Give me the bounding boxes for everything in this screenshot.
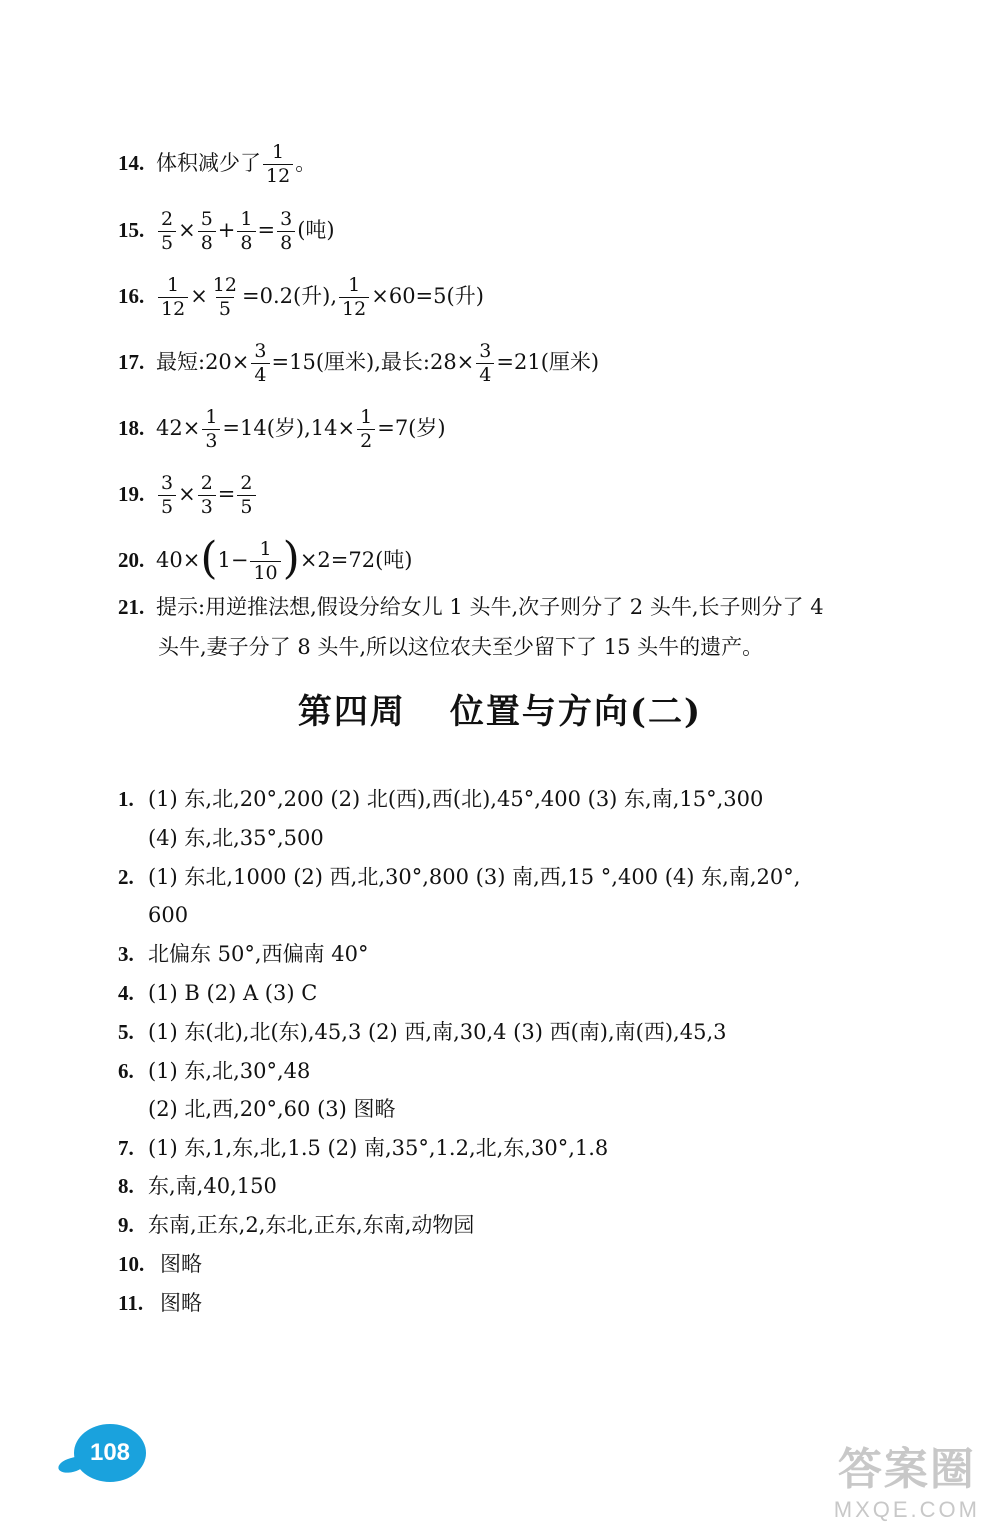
question-number: 14. [118, 151, 145, 175]
answer-20: 20. 40×(1− $\frac{1}{10}$ )×2=72(吨) [118, 533, 413, 584]
fraction: $\frac{12}{5}$ [212, 274, 237, 320]
fraction: $\frac{1}{2}$ [357, 408, 375, 451]
watermark-url: MXQE.COM [833, 1497, 980, 1522]
answer-1: 1. (1) 东,北,20°,200 (2) 北(西),西(北),45°,400 (3) 东,南,15°,300 [118, 787, 764, 811]
question-number: 21. [118, 595, 145, 619]
left-paren: ( [200, 533, 218, 584]
answer-17: 17. 最短:20× $\frac{3}{4}$ =15(厘米),最长:28× $\frac{3}{4}$ =21(厘米) [118, 340, 600, 386]
question-number: 8. [118, 1174, 134, 1198]
answer-18: 18. 42× $\frac{1}{3}$ =14(岁),14× $\frac{1}{2}$ =7(岁) [118, 406, 446, 452]
question-number: 15. [118, 218, 145, 242]
question-number: 16. [118, 284, 145, 308]
fraction: $\frac{3}{4}$ [476, 342, 494, 385]
question-number: 3. [118, 942, 134, 966]
answer-21: 21. 提示:用逆推法想,假设分给女儿 1 头牛,次子则分了 2 头牛,长子则分了 4 [118, 595, 824, 619]
question-number: 5. [118, 1020, 134, 1044]
answer-19: 19. $\frac{3}{5}$ × $\frac{2}{3}$ = $\frac{2}{5}$ [118, 474, 258, 517]
answer-15: 15. $\frac{2}{5}$ × $\frac{5}{8}$ + $\frac{1}{8}$ = $\frac{3}{8}$ (吨) [118, 208, 335, 254]
fraction: $\frac{3}{8}$ [277, 210, 295, 253]
answer-11: 11. 图略 [118, 1291, 202, 1315]
watermark [834, 1433, 980, 1523]
question-number: 6. [118, 1059, 134, 1083]
fraction: $\frac{3}{5}$ [158, 474, 176, 517]
fraction: $\frac{3}{4}$ [251, 342, 269, 385]
fraction: $\frac{1}{8}$ [237, 210, 255, 253]
question-number: 1. [118, 787, 134, 811]
fraction: $\frac{1}{3}$ [202, 408, 220, 451]
question-number: 7. [118, 1136, 134, 1160]
answer-6-cont: (2) 北,西,20°,60 (3) 图略 [148, 1097, 396, 1121]
question-number: 4. [118, 981, 134, 1005]
answer-14: 14. 体积减少了 $\frac{1}{12}$ 。 [118, 141, 317, 187]
answer-4: 4. (1) B (2) A (3) C [118, 981, 318, 1005]
question-number: 19. [118, 482, 145, 506]
answer-5: 5. (1) 东(北),北(东),45,3 (2) 西,南,30,4 (3) 西(南),南(西),45,3 [118, 1020, 727, 1044]
watermark-logo-text: 答案圈 [837, 1445, 976, 1494]
answer-21-cont: 头牛,妻子分了 8 头牛,所以这位农夫至少留下了 15 头牛的遗产。 [158, 635, 764, 659]
question-number: 2. [118, 865, 134, 889]
fraction: $\frac{5}{8}$ [198, 210, 216, 253]
answer-16: 16. $\frac{1}{12}$ × $\frac{12}{5}$ =0.2(升), $\frac{1}{12}$ ×60=5(升) [118, 274, 484, 320]
answer-10: 10. 图略 [118, 1252, 202, 1276]
fraction: $\frac{1}{12}$ [158, 276, 188, 319]
fraction: $\frac{1}{10}$ [250, 540, 280, 583]
answer-2-cont: 600 [148, 903, 189, 927]
fraction: $\frac{2}{5}$ [237, 474, 255, 517]
answer-3: 3. 北偏东 50°,西偏南 40° [118, 942, 369, 966]
answer-6: 6. (1) 东,北,30°,48 [118, 1059, 311, 1083]
section-title: 第四周 位置与方向(二) [297, 692, 703, 732]
fraction: $\frac{1}{12}$ [263, 143, 293, 186]
fraction: $\frac{1}{12}$ [339, 276, 369, 319]
question-number: 20. [118, 548, 145, 572]
right-paren: ) [282, 533, 300, 584]
page-number: 108 [89, 1439, 131, 1466]
question-number: 9. [118, 1213, 134, 1237]
question-number: 18. [118, 416, 145, 440]
fraction: $\frac{2}{3}$ [198, 474, 216, 517]
question-number: 11. [118, 1291, 144, 1315]
question-number: 17. [118, 350, 145, 374]
fraction: $\frac{2}{5}$ [158, 210, 176, 253]
answer-9: 9. 东南,正东,2,东北,正东,东南,动物园 [118, 1213, 475, 1237]
answer-text: 体积减少了 [156, 151, 261, 175]
page-number-badge [74, 1424, 146, 1482]
question-number: 10. [118, 1252, 145, 1276]
answer-1-cont: (4) 东,北,35°,500 [148, 826, 324, 850]
answer-2: 2. (1) 东北,1000 (2) 西,北,30°,800 (3) 南,西,15 °,400 (4) 东,南,20°, [118, 865, 801, 889]
answer-8: 8. 东,南,40,150 [118, 1174, 277, 1198]
answer-7: 7. (1) 东,1,东,北,1.5 (2) 南,35°,1.2,北,东,30°,1.8 [118, 1136, 609, 1160]
